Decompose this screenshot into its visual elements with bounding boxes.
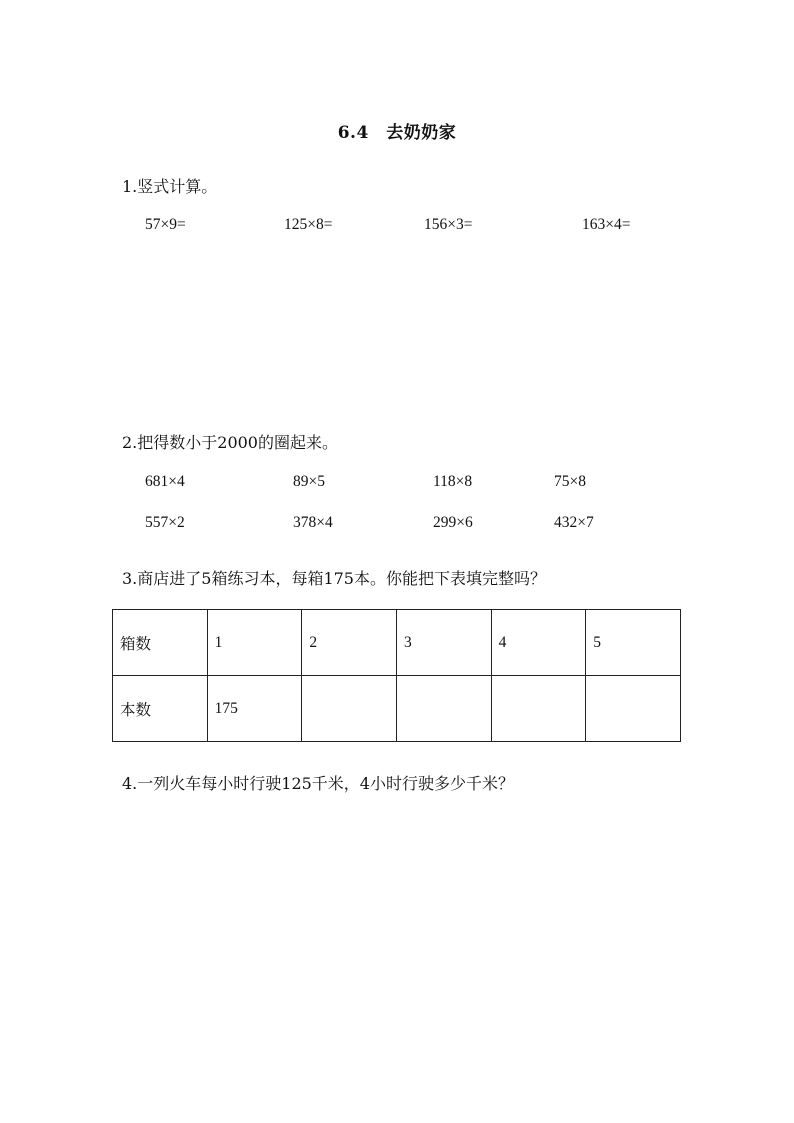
q2-expression: 432×7 [554,514,594,531]
q2-expression: 378×4 [293,514,333,531]
table-row [113,610,681,676]
table-cell: 1 [207,610,302,676]
table-header-cell: 箱数 [113,610,208,676]
table-cell: 2 [302,610,397,676]
answer-blank-cell[interactable] [302,676,397,742]
q2-expression: 118×8 [433,473,473,490]
q1-expression: 156×3= [424,216,473,233]
q1-expression: 163×4= [582,216,631,233]
q2-expression: 299×6 [433,514,473,531]
table-cell: 175 [207,676,302,742]
fill-in-table [112,609,681,742]
table-header-cell: 本数 [113,676,208,742]
question-3-label: 3.商店进了5箱练习本，每箱175本。你能把下表填完整吗？ [122,569,546,588]
answer-blank-cell[interactable] [491,676,586,742]
q2-expression: 75×8 [554,473,586,490]
q2-expression: 681×4 [145,473,185,490]
q1-expression: 57×9= [145,216,186,233]
q1-expression: 125×8= [284,216,333,233]
page-title: 6.4 去奶奶家 [337,123,457,143]
q2-expression: 89×5 [293,473,325,490]
table-cell: 3 [396,610,491,676]
table-cell: 5 [586,610,681,676]
answer-blank-cell[interactable] [586,676,681,742]
question-4-label: 4.一列火车每小时行驶125千米，4小时行驶多少千米？ [122,774,514,793]
question-1-label: 1.竖式计算。 [122,177,218,196]
answer-blank-cell[interactable] [396,676,491,742]
table-cell: 4 [491,610,586,676]
q2-expression: 557×2 [145,514,185,531]
question-2-label: 2.把得数小于2000的圈起来。 [122,433,338,452]
table-row [113,676,681,742]
